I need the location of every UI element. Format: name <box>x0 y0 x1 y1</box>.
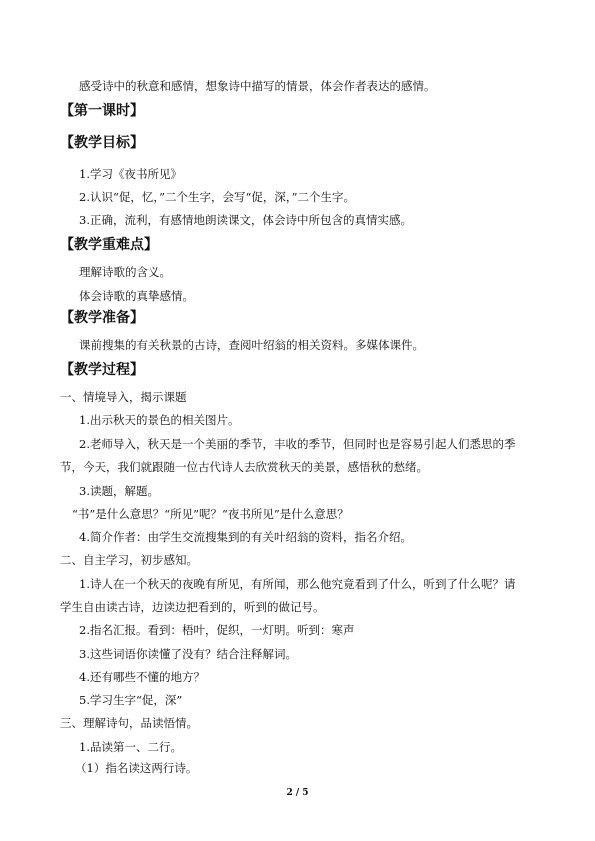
process-step-heading: 一、情境导入，揭示课题 <box>60 390 187 404</box>
process-line: 学生自由读古诗，边读边把看到的，听到的做记号。 <box>60 600 325 614</box>
process-line: 1.出示秋天的景色的相关图片。 <box>79 413 240 427</box>
process-step-heading: 二、自主学习，初步感知。 <box>60 553 198 567</box>
preparation-text: 课前搜集的有关秋景的古诗，查阅叶绍翁的相关资料。多媒体课件。 <box>79 338 424 352</box>
section-heading-difficulties: 【教学重难点】 <box>60 237 158 253</box>
process-line: 2.指名汇报。看到：梧叶，促织，一灯明。听到：寒声 <box>79 623 355 637</box>
process-line: 4.还有哪些不懂的地方？ <box>79 670 205 684</box>
process-line: 1.品读第一、二行。 <box>79 740 182 754</box>
process-line: 5.学习生字“促，深” <box>79 693 183 707</box>
process-line: 1.诗人在一个秋天的夜晚有所见，有所闻，那么他究竟看到了什么，听到了什么呢？请 <box>79 577 516 591</box>
process-line: 节，今天，我们就跟随一位古代诗人去欣赏秋天的美景，感悟秋的愁绪。 <box>60 460 428 474</box>
process-line: （1）指名读这两行诗。 <box>75 761 198 775</box>
process-line: 3.这些词语你读懂了没有？结合注释解词。 <box>79 647 297 661</box>
process-line: “书”是什么意思？“所见”呢？“夜书所见”是什么意思？ <box>72 507 349 521</box>
section-heading-process: 【教学过程】 <box>60 362 144 378</box>
goal-item: 1.学习《夜书所见》 <box>79 167 182 181</box>
process-line: 2.老师导入，秋天是一个美丽的季节，丰收的季节，但同时也是容易引起人们悉思的季 <box>79 437 516 451</box>
process-step-heading: 三、理解诗句，品读悟情。 <box>60 716 198 730</box>
goal-item: 2.认识“促，忆，”二个生字，会写“促，深，”二个生字。 <box>79 190 355 204</box>
page-number: 2 / 5 <box>286 788 309 798</box>
section-heading-lesson: 【第一课时】 <box>60 103 144 119</box>
goal-item: 3.正确，流利，有感情地朗读课文，体会诗中所包含的真情实感。 <box>79 213 412 227</box>
difficulty-item: 理解诗歌的含义。 <box>79 265 171 279</box>
process-line: 3.读题，解题。 <box>79 484 159 498</box>
section-heading-preparation: 【教学准备】 <box>60 310 144 326</box>
section-heading-goals: 【教学目标】 <box>60 135 144 151</box>
difficulty-item: 体会诗歌的真挚感情。 <box>79 289 194 303</box>
process-line: 4.简介作者：由学生交流搜集到的有关叶绍翁的资料，指名介绍。 <box>79 530 412 544</box>
intro-paragraph: 感受诗中的秋意和感情，想象诗中描写的情景，体会作者表达的感情。 <box>79 79 436 93</box>
